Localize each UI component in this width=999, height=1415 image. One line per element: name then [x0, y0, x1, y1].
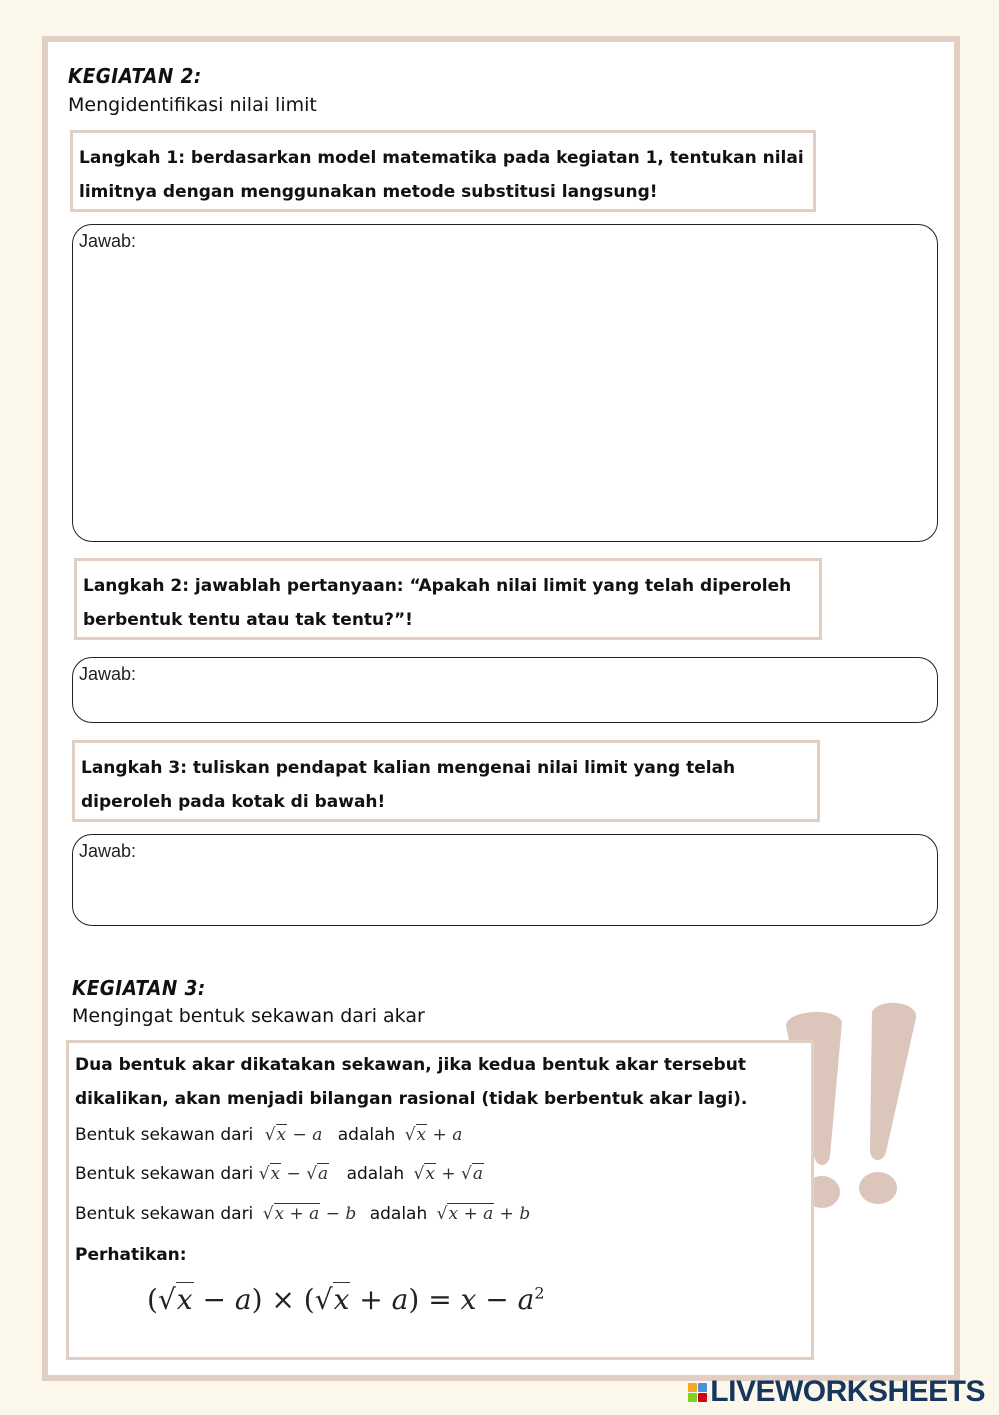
example-3-prefix: Bentuk sekawan dari [75, 1204, 254, 1224]
step-1-answer-label: Jawab: [79, 231, 137, 251]
logo-square-1 [688, 1383, 697, 1392]
step-2-answer-box[interactable] [72, 657, 938, 723]
kegiatan-3-subtitle: Mengingat bentuk sekawan dari akar [72, 1005, 425, 1027]
logo-square-4 [698, 1393, 707, 1402]
step-2-answer-label: Jawab: [79, 664, 137, 684]
step-3-answer-box[interactable] [72, 834, 938, 926]
sekawan-definition-line-1: Dua bentuk akar dikatakan sekawan, jika kedua bentuk akar tersebut [75, 1055, 746, 1075]
kegiatan-3-title: KEGIATAN 3: [72, 976, 206, 1000]
sekawan-example-3 [75, 1204, 530, 1224]
step-2-instruction: Langkah 2: jawablah pertanyaan: “Apakah nilai limit yang telah diperoleh berbentuk tentu atau tak tentu?”! [74, 558, 822, 640]
example-1-conjugate: √x + a [404, 1125, 463, 1145]
step-1-instruction: Langkah 1: berdasarkan model matematika pada kegiatan 1, tentukan nilai limitnya dengan menggunakan metode substitusi langsung! [70, 130, 816, 212]
liveworksheets-wordmark: LIVEWORKSHEETS [710, 1375, 985, 1408]
step-3-instruction: Langkah 3: tuliskan pendapat kalian mengenai nilai limit yang telah diperoleh pada kotak di bawah! [72, 740, 820, 822]
logo-square-3 [688, 1393, 697, 1402]
sekawan-definition-line-2: dikalikan, akan menjadi bilangan rasional (tidak berbentuk akar lagi). [75, 1089, 748, 1109]
sekawan-example-2 [75, 1164, 484, 1184]
example-1-connector: adalah [337, 1125, 396, 1145]
example-2-connector: adalah [346, 1164, 405, 1184]
example-2-conjugate: √x + √a [413, 1164, 484, 1184]
kegiatan-2-title: KEGIATAN 2: [68, 64, 202, 88]
example-1-expression: √x − a [264, 1125, 323, 1145]
example-2-expression: √x − √a [258, 1164, 329, 1184]
logo-square-2 [698, 1383, 707, 1392]
example-3-expression: √x + a − b [262, 1204, 357, 1224]
example-1-prefix: Bentuk sekawan dari [75, 1125, 254, 1145]
example-2-prefix: Bentuk sekawan dari [75, 1164, 254, 1184]
example-3-connector: adalah [369, 1204, 428, 1224]
example-3-conjugate: √x + a + b [436, 1204, 531, 1224]
sekawan-info-box [66, 1040, 814, 1360]
conjugate-identity-formula: $(√x - a) \times (√x + a) = x - a^2$ [147, 1283, 545, 1316]
step-1-answer-box[interactable] [72, 224, 938, 542]
exclamation-bar-right [870, 1003, 916, 1160]
step-3-answer-label: Jawab: [79, 841, 137, 861]
perhatikan-label: Perhatikan: [75, 1245, 187, 1265]
exclamation-dot-right [859, 1172, 897, 1204]
liveworksheets-logo-icon [688, 1383, 707, 1402]
liveworksheets-watermark [688, 1375, 985, 1409]
worksheet-page [42, 36, 960, 1381]
kegiatan-2-subtitle: Mengidentifikasi nilai limit [68, 94, 317, 116]
sekawan-example-1 [75, 1125, 462, 1145]
